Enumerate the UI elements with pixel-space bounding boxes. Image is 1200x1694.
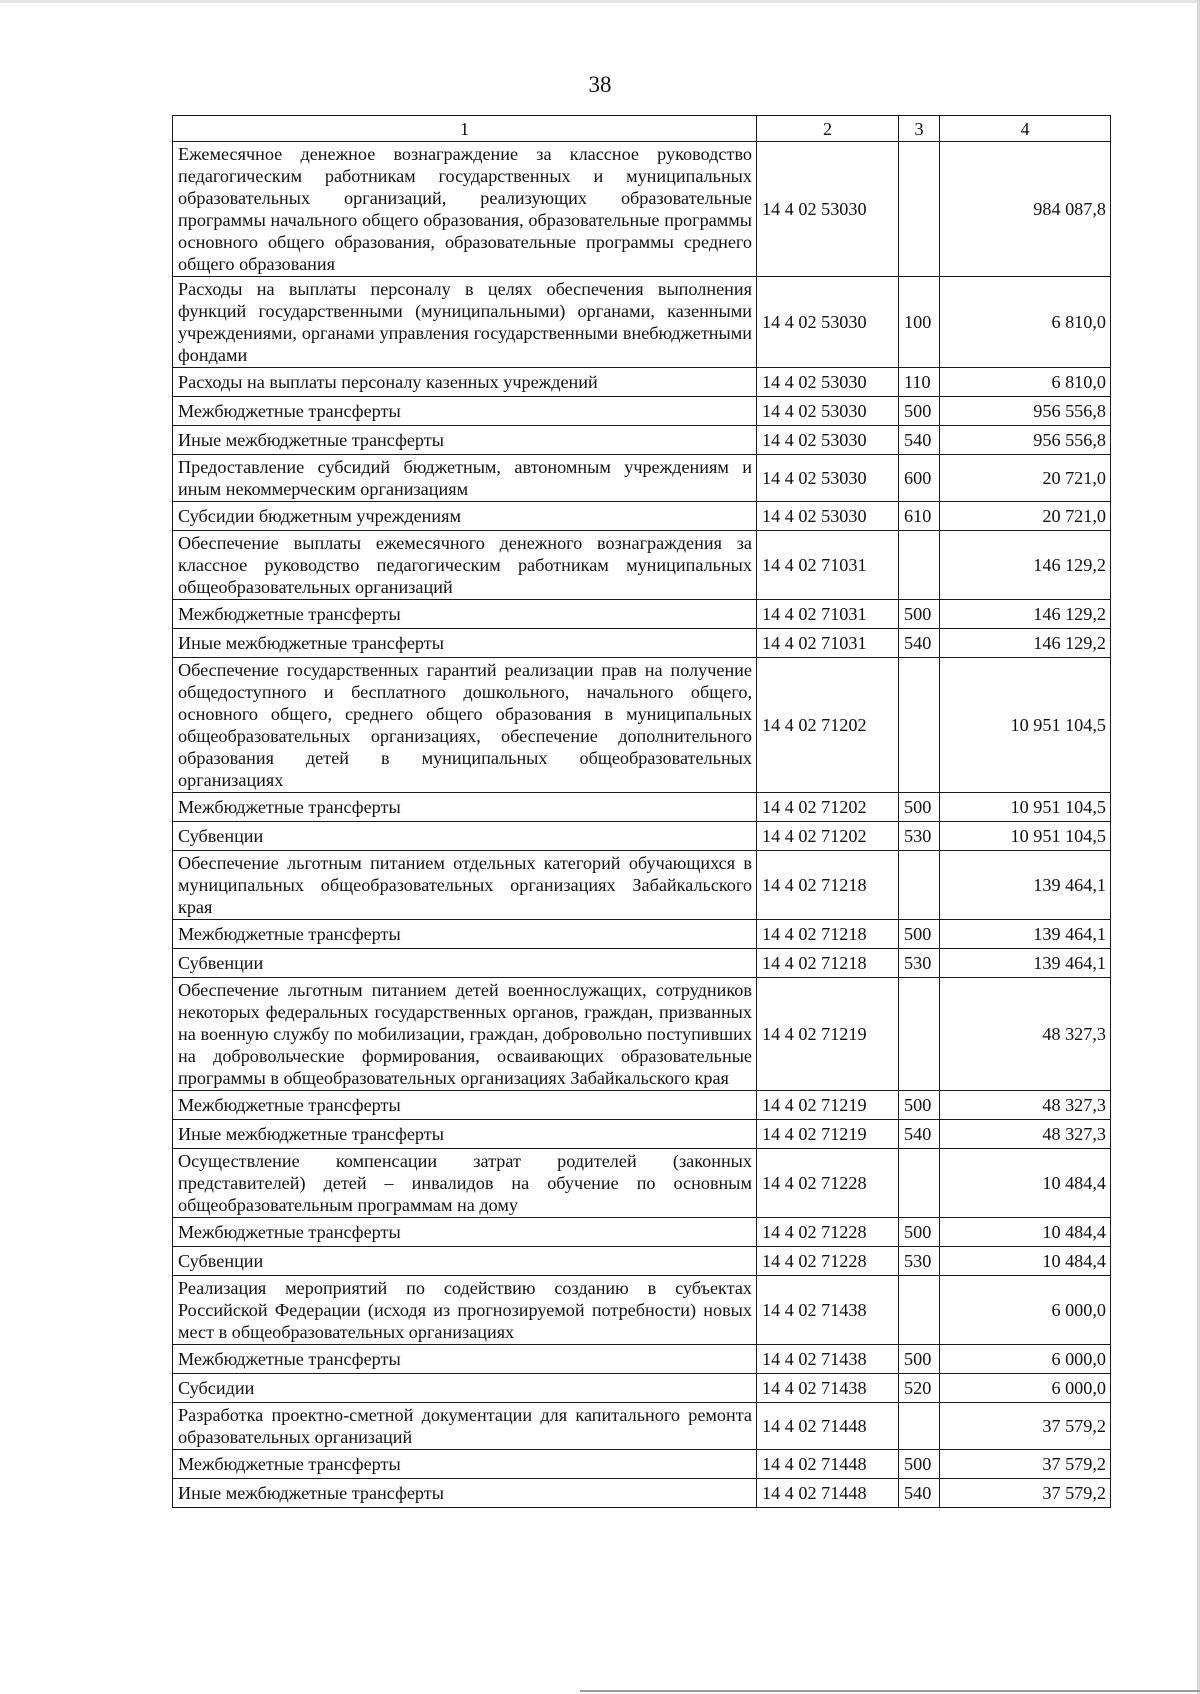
row-code-cell: 14 4 02 71202	[757, 822, 899, 851]
row-expense-type-cell	[899, 142, 940, 277]
header-row	[173, 116, 1111, 142]
row-code-cell: 14 4 02 71228	[757, 1247, 899, 1276]
row-name-cell: Межбюджетные трансферты	[173, 1091, 757, 1120]
row-amount-cell: 10 484,4	[940, 1218, 1111, 1247]
row-amount-cell: 6 000,0	[940, 1374, 1111, 1403]
row-expense-type-cell: 530	[899, 949, 940, 978]
row-amount-cell: 48 327,3	[940, 1120, 1111, 1149]
table-row	[173, 851, 1111, 920]
row-name-cell: Обеспечение льготным питанием отдельных категорий обучающихся в муниципальных общеобразовательных организациях Забайкальского края	[173, 851, 757, 920]
row-expense-type-cell: 540	[899, 629, 940, 658]
row-code-cell: 14 4 02 71228	[757, 1218, 899, 1247]
row-code-cell: 14 4 02 71202	[757, 658, 899, 793]
row-name-cell: Межбюджетные трансферты	[173, 1345, 757, 1374]
row-amount-cell: 48 327,3	[940, 978, 1111, 1091]
table-row	[173, 1450, 1111, 1479]
row-expense-type-cell	[899, 1403, 940, 1450]
row-expense-type-cell: 500	[899, 1345, 940, 1374]
row-code-cell: 14 4 02 71031	[757, 600, 899, 629]
header-col-2: 2	[757, 116, 899, 142]
row-name-cell: Межбюджетные трансферты	[173, 1218, 757, 1247]
row-code-cell: 14 4 02 53030	[757, 397, 899, 426]
row-amount-cell: 37 579,2	[940, 1479, 1111, 1508]
row-amount-cell: 20 721,0	[940, 455, 1111, 502]
row-code-cell: 14 4 02 71218	[757, 851, 899, 920]
row-amount-cell: 37 579,2	[940, 1403, 1111, 1450]
row-code-cell: 14 4 02 71438	[757, 1276, 899, 1345]
row-amount-cell: 6 000,0	[940, 1276, 1111, 1345]
row-amount-cell: 139 464,1	[940, 920, 1111, 949]
row-amount-cell: 146 129,2	[940, 531, 1111, 600]
row-name-cell: Иные межбюджетные трансферты	[173, 1120, 757, 1149]
row-expense-type-cell	[899, 658, 940, 793]
row-expense-type-cell	[899, 851, 940, 920]
row-amount-cell: 146 129,2	[940, 600, 1111, 629]
row-name-cell: Иные межбюджетные трансферты	[173, 1479, 757, 1508]
row-expense-type-cell: 610	[899, 502, 940, 531]
row-name-cell: Межбюджетные трансферты	[173, 920, 757, 949]
row-name-cell: Осуществление компенсации затрат родителей (законных представителей) детей – инвалидов на обучение по основным общеобразовательным программам на дому	[173, 1149, 757, 1218]
row-name-cell: Субвенции	[173, 949, 757, 978]
row-code-cell: 14 4 02 71448	[757, 1450, 899, 1479]
row-code-cell: 14 4 02 71448	[757, 1479, 899, 1508]
row-amount-cell: 10 484,4	[940, 1247, 1111, 1276]
row-code-cell: 14 4 02 71219	[757, 1091, 899, 1120]
row-expense-type-cell: 500	[899, 793, 940, 822]
row-amount-cell: 956 556,8	[940, 397, 1111, 426]
row-name-cell: Межбюджетные трансферты	[173, 793, 757, 822]
row-code-cell: 14 4 02 53030	[757, 455, 899, 502]
row-amount-cell: 48 327,3	[940, 1091, 1111, 1120]
row-name-cell: Расходы на выплаты персоналу казенных учреждений	[173, 368, 757, 397]
row-code-cell: 14 4 02 53030	[757, 142, 899, 277]
row-name-cell: Иные межбюджетные трансферты	[173, 426, 757, 455]
table-row	[173, 793, 1111, 822]
table-row	[173, 658, 1111, 793]
row-expense-type-cell: 500	[899, 1091, 940, 1120]
row-amount-cell: 984 087,8	[940, 142, 1111, 277]
table-row	[173, 455, 1111, 502]
row-amount-cell: 956 556,8	[940, 426, 1111, 455]
row-expense-type-cell	[899, 1276, 940, 1345]
row-code-cell: 14 4 02 53030	[757, 277, 899, 368]
row-expense-type-cell: 500	[899, 1218, 940, 1247]
row-amount-cell: 10 951 104,5	[940, 658, 1111, 793]
row-amount-cell: 6 810,0	[940, 368, 1111, 397]
row-name-cell: Субвенции	[173, 822, 757, 851]
row-expense-type-cell: 530	[899, 1247, 940, 1276]
row-code-cell: 14 4 02 71218	[757, 949, 899, 978]
row-name-cell: Расходы на выплаты персоналу в целях обеспечения выполнения функций государственными (муниципальными) органами, казенными учреждениями, органами управления государственными внебюджетными фондами	[173, 277, 757, 368]
scan-bottom-edge	[580, 1690, 1200, 1692]
row-amount-cell: 10 951 104,5	[940, 822, 1111, 851]
table-row	[173, 1218, 1111, 1247]
row-expense-type-cell	[899, 978, 940, 1091]
table-row	[173, 368, 1111, 397]
table-row	[173, 277, 1111, 368]
row-name-cell: Разработка проектно-сметной документации для капитального ремонта образовательных организаций	[173, 1403, 757, 1450]
row-name-cell: Субсидии бюджетным учреждениям	[173, 502, 757, 531]
table-row	[173, 397, 1111, 426]
row-code-cell: 14 4 02 71031	[757, 531, 899, 600]
table-row	[173, 1479, 1111, 1508]
row-expense-type-cell: 100	[899, 277, 940, 368]
table-header	[173, 116, 1111, 142]
row-name-cell: Межбюджетные трансферты	[173, 397, 757, 426]
table-row	[173, 1247, 1111, 1276]
table-row	[173, 1149, 1111, 1218]
table-row	[173, 531, 1111, 600]
row-name-cell: Иные межбюджетные трансферты	[173, 629, 757, 658]
row-code-cell: 14 4 02 71438	[757, 1374, 899, 1403]
row-amount-cell: 139 464,1	[940, 851, 1111, 920]
row-expense-type-cell: 500	[899, 397, 940, 426]
table-row	[173, 949, 1111, 978]
row-code-cell: 14 4 02 71448	[757, 1403, 899, 1450]
table-row	[173, 978, 1111, 1091]
table-row	[173, 822, 1111, 851]
row-expense-type-cell: 500	[899, 600, 940, 629]
row-expense-type-cell	[899, 1149, 940, 1218]
row-name-cell: Ежемесячное денежное вознаграждение за классное руководство педагогическим работникам государственных и муниципальных образовательных организаций, реализующих образовательные программы начального общего образования, образовательные программы основного общего образования, образовательные программы среднего общего образования	[173, 142, 757, 277]
table-row	[173, 1120, 1111, 1149]
header-col-1: 1	[173, 116, 757, 142]
row-amount-cell: 146 129,2	[940, 629, 1111, 658]
row-name-cell: Обеспечение государственных гарантий реализации прав на получение общедоступного и бесплатного дошкольного, начального общего, основного общего, среднего общего образования в муниципальных общеобразовательных организациях, обеспечение дополнительного образования детей в муниципальных общеобразовательных организациях	[173, 658, 757, 793]
row-expense-type-cell	[899, 531, 940, 600]
table-row	[173, 920, 1111, 949]
row-expense-type-cell: 540	[899, 1120, 940, 1149]
row-expense-type-cell: 600	[899, 455, 940, 502]
table-row	[173, 1091, 1111, 1120]
row-code-cell: 14 4 02 53030	[757, 426, 899, 455]
row-amount-cell: 10 484,4	[940, 1149, 1111, 1218]
row-expense-type-cell: 540	[899, 426, 940, 455]
row-code-cell: 14 4 02 71031	[757, 629, 899, 658]
row-code-cell: 14 4 02 71219	[757, 1120, 899, 1149]
page-number: 38	[588, 72, 612, 97]
row-amount-cell: 37 579,2	[940, 1450, 1111, 1479]
table-row	[173, 1276, 1111, 1345]
row-code-cell: 14 4 02 53030	[757, 368, 899, 397]
table-row	[173, 142, 1111, 277]
table-row	[173, 1345, 1111, 1374]
row-expense-type-cell: 500	[899, 920, 940, 949]
table-row	[173, 1403, 1111, 1450]
row-code-cell: 14 4 02 71438	[757, 1345, 899, 1374]
row-name-cell: Обеспечение выплаты ежемесячного денежного вознаграждения за классное руководство педагогическим работникам муниципальных общеобразовательных организаций	[173, 531, 757, 600]
table-row	[173, 600, 1111, 629]
row-expense-type-cell: 540	[899, 1479, 940, 1508]
row-code-cell: 14 4 02 71218	[757, 920, 899, 949]
table-row	[173, 426, 1111, 455]
row-expense-type-cell: 520	[899, 1374, 940, 1403]
table-row	[173, 629, 1111, 658]
row-name-cell: Субвенции	[173, 1247, 757, 1276]
scan-top-edge	[0, 0, 1200, 3]
row-expense-type-cell: 530	[899, 822, 940, 851]
row-name-cell: Реализация мероприятий по содействию созданию в субъектах Российской Федерации (исходя из прогнозируемой потребности) новых мест в общеобразовательных организациях	[173, 1276, 757, 1345]
row-expense-type-cell: 500	[899, 1450, 940, 1479]
row-name-cell: Межбюджетные трансферты	[173, 600, 757, 629]
row-code-cell: 14 4 02 71228	[757, 1149, 899, 1218]
row-expense-type-cell: 110	[899, 368, 940, 397]
row-name-cell: Межбюджетные трансферты	[173, 1450, 757, 1479]
header-col-4: 4	[940, 116, 1111, 142]
row-amount-cell: 20 721,0	[940, 502, 1111, 531]
row-name-cell: Субсидии	[173, 1374, 757, 1403]
budget-table	[172, 115, 1111, 1508]
row-code-cell: 14 4 02 53030	[757, 502, 899, 531]
row-code-cell: 14 4 02 71219	[757, 978, 899, 1091]
row-amount-cell: 6 000,0	[940, 1345, 1111, 1374]
row-name-cell: Предоставление субсидий бюджетным, автономным учреждениям и иным некоммерческим организациям	[173, 455, 757, 502]
row-name-cell: Обеспечение льготным питанием детей военнослужащих, сотрудников некоторых федеральных государственных органов, граждан, призванных на военную службу по мобилизации, граждан, добровольно поступивших на добровольческие формирования, осваивающих образовательные программы в общеобразовательных организациях Забайкальского края	[173, 978, 757, 1091]
table-body	[173, 142, 1111, 1508]
table-row	[173, 1374, 1111, 1403]
table-row	[173, 502, 1111, 531]
row-amount-cell: 6 810,0	[940, 277, 1111, 368]
row-amount-cell: 10 951 104,5	[940, 793, 1111, 822]
row-code-cell: 14 4 02 71202	[757, 793, 899, 822]
header-col-3: 3	[899, 116, 940, 142]
row-amount-cell: 139 464,1	[940, 949, 1111, 978]
